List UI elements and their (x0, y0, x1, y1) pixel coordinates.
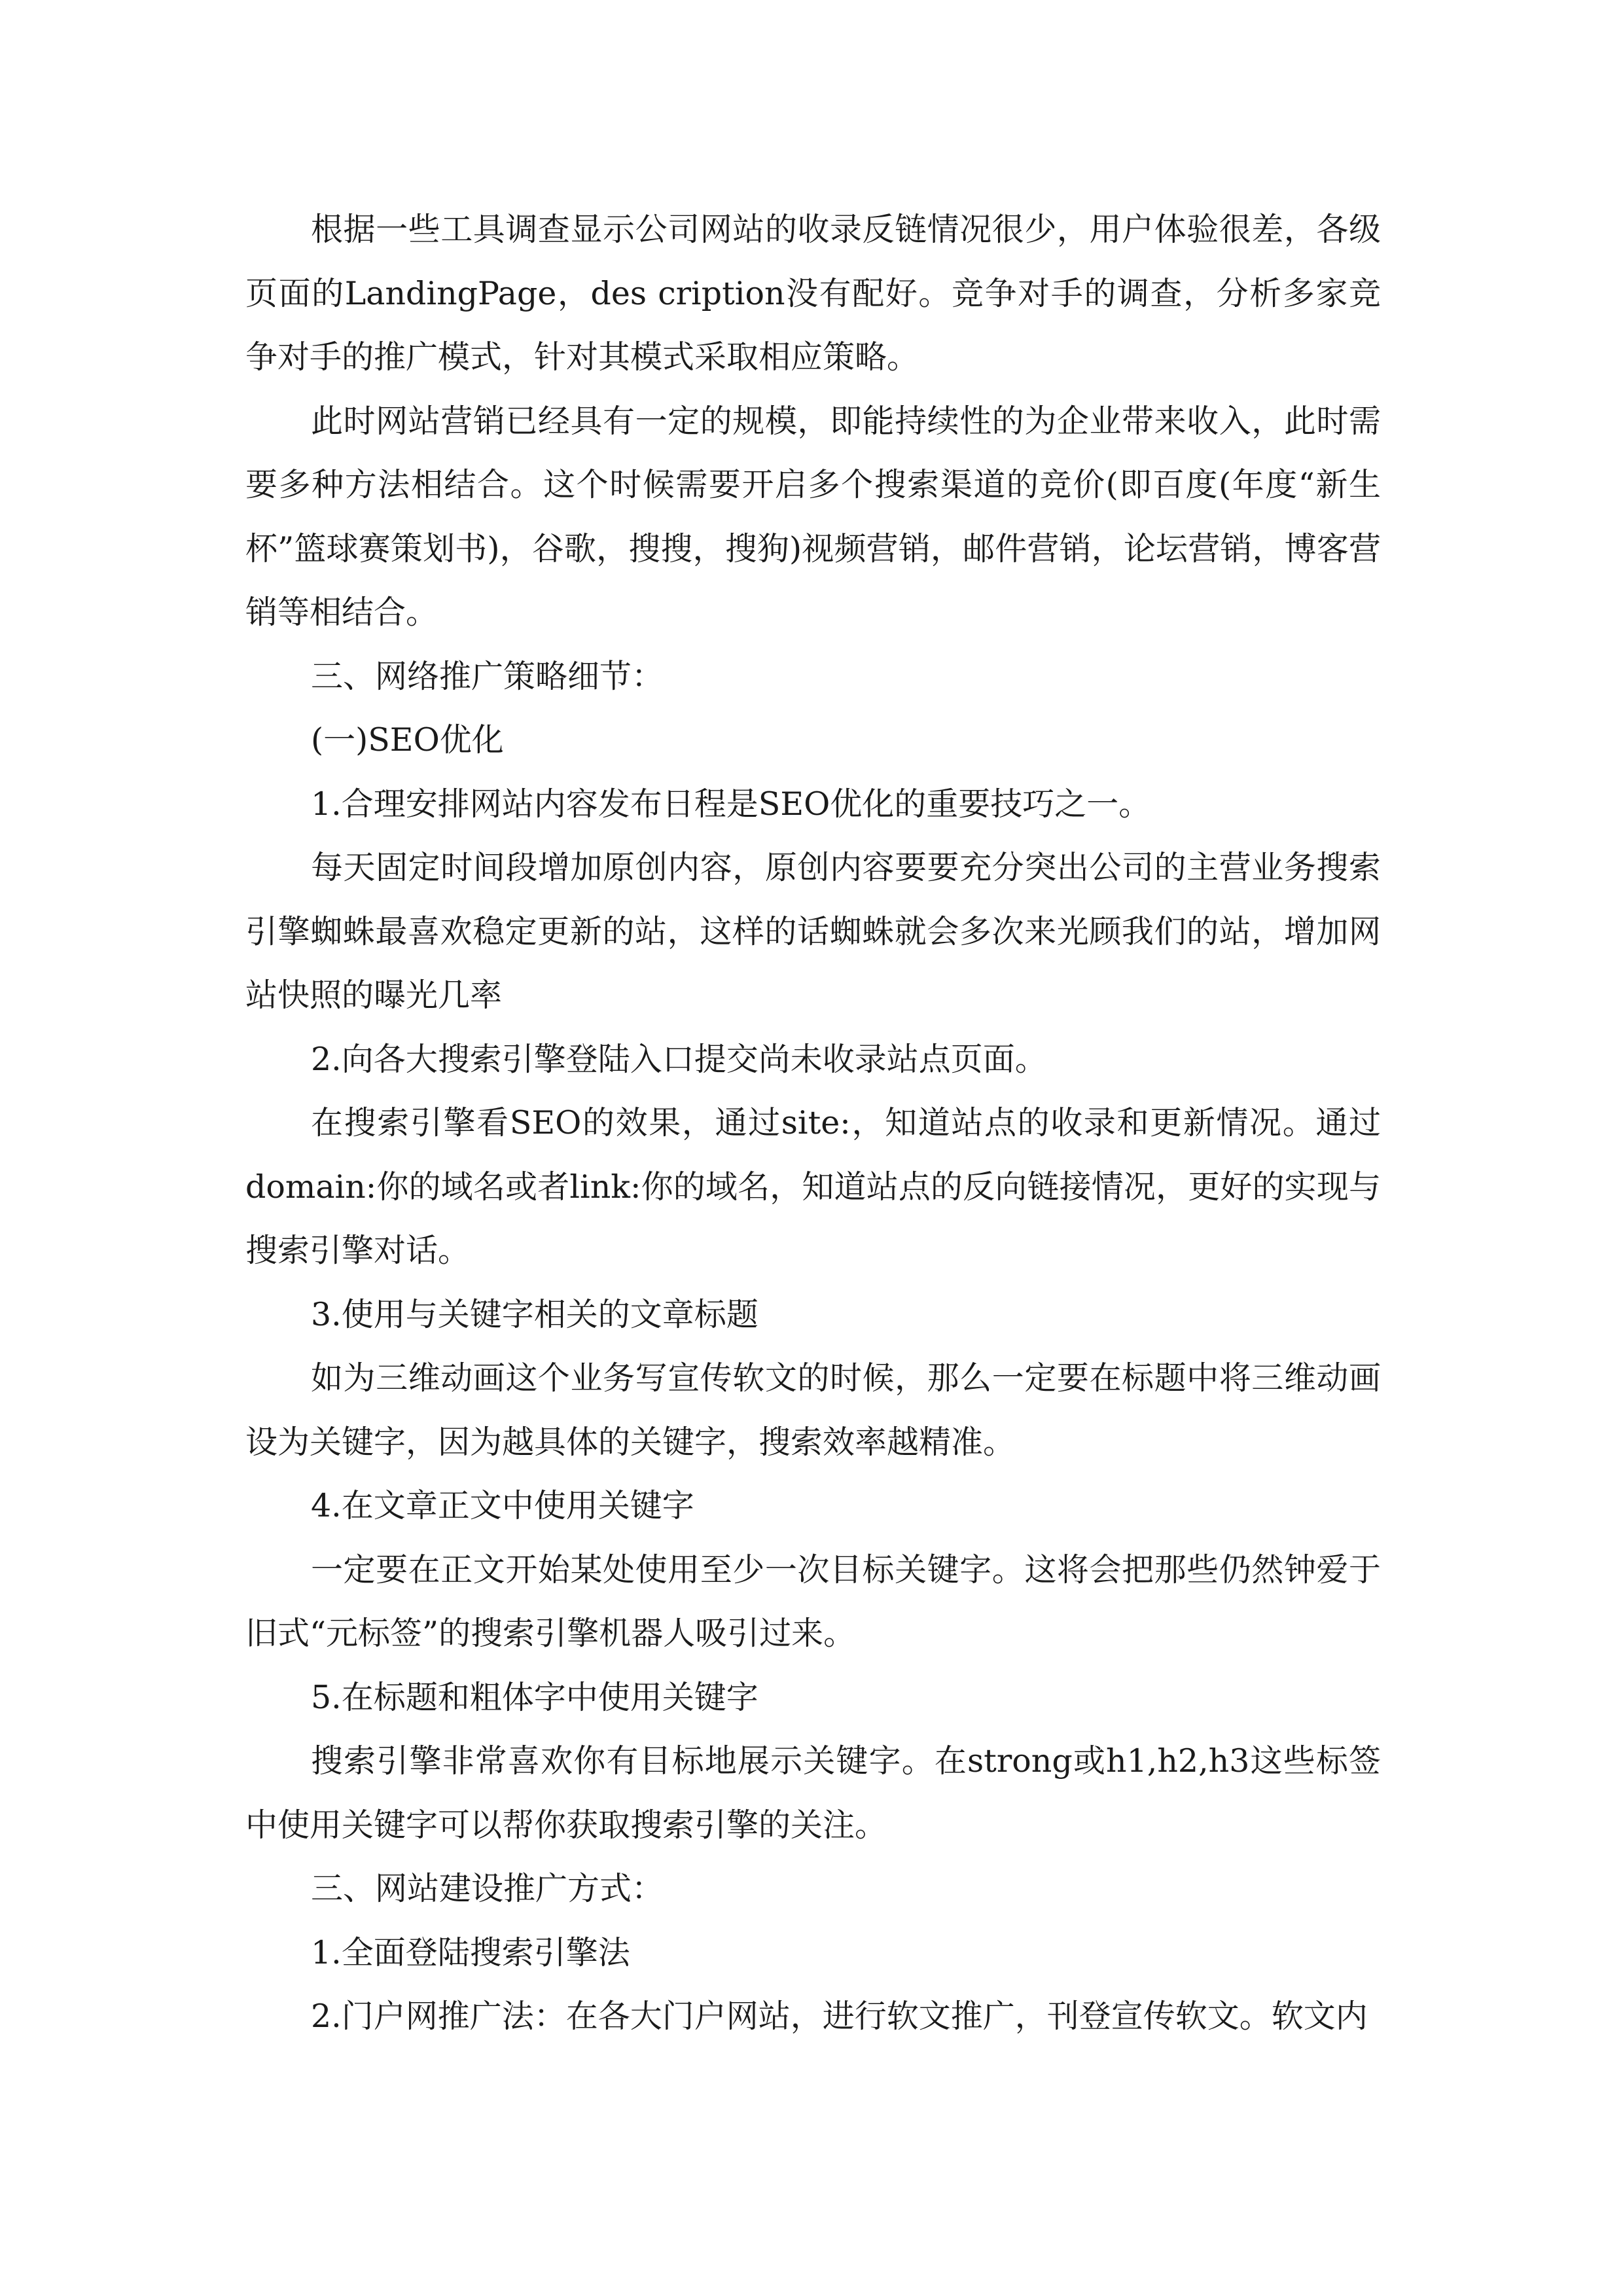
list-item-heading: 1.全面登陆搜索引擎法 (311, 1933, 630, 1971)
paragraph: 2.门户网推广法：在各大门户网站，进行软文推广，刊登宣传软文。软文内 (311, 1998, 1368, 2035)
list-item-heading: 3.使用与关键字相关的文章标题 (311, 1295, 758, 1333)
list-item-heading: 4.在文章正文中使用关键字 (311, 1487, 694, 1524)
paragraph: 此时网站营销已经具有一定的规模，即能持续性的为企业带来收入，此时需要多种方法相结合。这个时候需要开启多个搜索渠道的竞价(即百度(年度“新生杯”篮球赛策划书)，谷歌，搜搜，搜狗)视频营销，邮件营销，论坛营销，博客营销等相结合。 (245, 402, 1381, 631)
paragraph: 搜索引擎非常喜欢你有目标地展示关键字。在strong或h1,h2,h3这些标签中使用关键字可以帮你获取搜索引擎的关注。 (245, 1742, 1381, 1844)
document-body (245, 198, 1381, 2049)
paragraph: 如为三维动画这个业务写宣传软文的时候，那么一定要在标题中将三维动画设为关键字，因为越具体的关键字，搜索效率越精准。 (245, 1359, 1381, 1461)
section-heading: 三、网站建设推广方式： (311, 1870, 664, 1907)
paragraph: 一定要在正文开始某处使用至少一次目标关键字。这将会把那些仍然钟爱于旧式“元标签”的搜索引擎机器人吸引过来。 (245, 1551, 1381, 1652)
paragraph: 在搜索引擎看SEO的效果，通过site:，知道站点的收录和更新情况。通过domain:你的域名或者link:你的域名，知道站点的反向链接情况，更好的实现与搜索引擎对话。 (245, 1104, 1381, 1269)
list-item-heading: 2.向各大搜索引擎登陆入口提交尚未收录站点页面。 (311, 1040, 1047, 1078)
section-heading: 三、网络推广策略细节： (311, 657, 664, 695)
subsection-heading: (一)SEO优化 (311, 721, 504, 759)
list-item-heading: 1.合理安排网站内容发布日程是SEO优化的重要技巧之一。 (311, 785, 1151, 823)
list-item-heading: 5.在标题和粗体字中使用关键字 (311, 1678, 758, 1716)
paragraph: 每天固定时间段增加原创内容，原创内容要要充分突出公司的主营业务搜索引擎蜘蛛最喜欢稳定更新的站，这样的话蜘蛛就会多次来光顾我们的站，增加网站快照的曝光几率 (245, 849, 1381, 1014)
paragraph: 根据一些工具调查显示公司网站的收录反链情况很少，用户体验很差，各级页面的LandingPage，des cription没有配好。竞争对手的调查，分析多家竞争对手的推广模式，针对其模式采取相应策略。 (245, 211, 1381, 376)
